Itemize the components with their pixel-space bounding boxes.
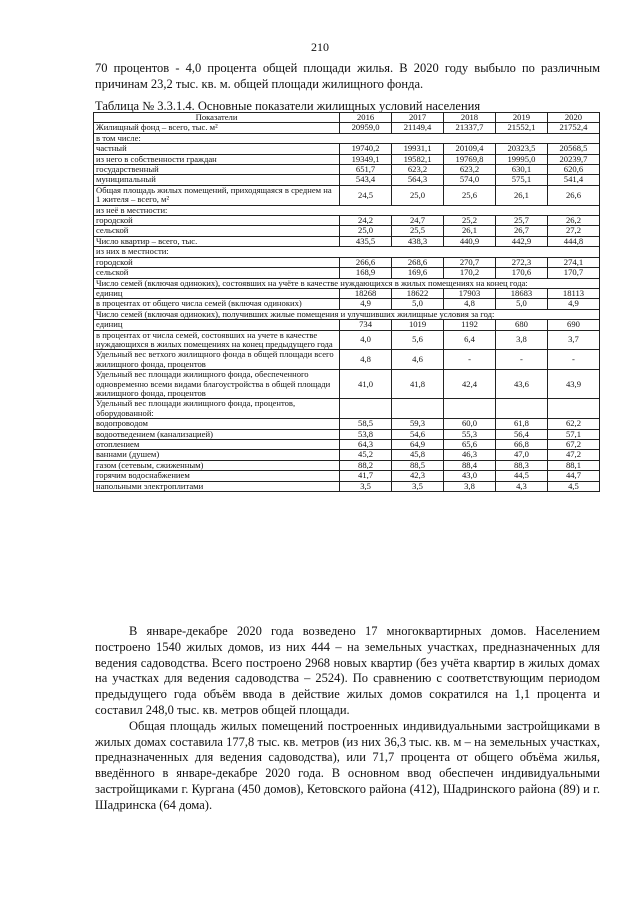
header-year-cell: 2020 bbox=[547, 113, 599, 123]
value-cell: - bbox=[444, 350, 496, 370]
value-cell: 4,9 bbox=[547, 299, 599, 309]
value-cell: 88,5 bbox=[392, 460, 444, 470]
value-cell: 270,7 bbox=[444, 257, 496, 267]
row-label-cell: частный bbox=[94, 144, 340, 154]
row-label-cell: сельской bbox=[94, 226, 340, 236]
table-row bbox=[94, 154, 600, 164]
value-cell: 41,8 bbox=[392, 370, 444, 399]
row-label-cell: государственный bbox=[94, 165, 340, 175]
value-cell: 47,2 bbox=[547, 450, 599, 460]
value-cell: 4,0 bbox=[340, 330, 392, 350]
table-row bbox=[94, 429, 600, 439]
table-row bbox=[94, 370, 600, 399]
value-cell: 20959,0 bbox=[340, 123, 392, 133]
value-cell: 1192 bbox=[444, 320, 496, 330]
value-cell: - bbox=[547, 350, 599, 370]
value-cell: 543,4 bbox=[340, 175, 392, 185]
row-label-cell: городской bbox=[94, 257, 340, 267]
page-number: 210 bbox=[311, 40, 329, 54]
value-cell bbox=[392, 399, 444, 419]
value-cell: 62,2 bbox=[547, 419, 599, 429]
value-cell: 3,5 bbox=[340, 481, 392, 491]
value-cell: 5,0 bbox=[495, 299, 547, 309]
table-row bbox=[94, 288, 600, 298]
header-year-cell: 2018 bbox=[444, 113, 496, 123]
body-text bbox=[95, 624, 600, 814]
table-row bbox=[94, 440, 600, 450]
value-cell: 6,4 bbox=[444, 330, 496, 350]
value-cell: 41,0 bbox=[340, 370, 392, 399]
value-cell: 42,3 bbox=[392, 471, 444, 481]
value-cell: 1019 bbox=[392, 320, 444, 330]
value-cell: 541,4 bbox=[547, 175, 599, 185]
value-cell: 19349,1 bbox=[340, 154, 392, 164]
value-cell: 55,3 bbox=[444, 429, 496, 439]
table-row bbox=[94, 144, 600, 154]
section-label-cell: из них в местности: bbox=[94, 247, 600, 257]
table-section-row bbox=[94, 309, 600, 319]
value-cell: 574,0 bbox=[444, 175, 496, 185]
value-cell: 88,1 bbox=[547, 460, 599, 470]
row-label-cell: газом (сетевым, сжиженным) bbox=[94, 460, 340, 470]
value-cell: 4,8 bbox=[340, 350, 392, 370]
header-label-cell: Показатели bbox=[94, 113, 340, 123]
section-label-cell: в том числе: bbox=[94, 133, 600, 143]
row-label-cell: муниципальный bbox=[94, 175, 340, 185]
table-row bbox=[94, 268, 600, 278]
row-label-cell: Удельный вес площади жилищного фонда, обеспеченного одновременно всеми видами благоустройства в общей площади жилищного фонда, процентов bbox=[94, 370, 340, 399]
value-cell: 3,5 bbox=[392, 481, 444, 491]
header-year-cell: 2017 bbox=[392, 113, 444, 123]
value-cell: 18113 bbox=[547, 288, 599, 298]
value-cell: 25,6 bbox=[444, 185, 496, 205]
value-cell: 690 bbox=[547, 320, 599, 330]
value-cell: - bbox=[495, 350, 547, 370]
value-cell: 25,0 bbox=[340, 226, 392, 236]
value-cell: 24,7 bbox=[392, 216, 444, 226]
value-cell: 19931,1 bbox=[392, 144, 444, 154]
row-label-cell: сельской bbox=[94, 268, 340, 278]
value-cell: 20323,5 bbox=[495, 144, 547, 154]
value-cell: 26,6 bbox=[547, 185, 599, 205]
value-cell: 170,6 bbox=[495, 268, 547, 278]
header-year-cell: 2016 bbox=[340, 113, 392, 123]
table-row bbox=[94, 471, 600, 481]
table-header-row bbox=[94, 113, 600, 123]
row-label-cell: Удельный вес площади жилищного фонда, процентов, оборудованной: bbox=[94, 399, 340, 419]
value-cell: 45,8 bbox=[392, 450, 444, 460]
value-cell: 3,8 bbox=[444, 481, 496, 491]
value-cell: 88,4 bbox=[444, 460, 496, 470]
row-label-cell: в процентах от общего числа семей (включая одиноких) bbox=[94, 299, 340, 309]
value-cell: 272,3 bbox=[495, 257, 547, 267]
row-label-cell: ваннами (душем) bbox=[94, 450, 340, 460]
row-label-cell: водопроводом bbox=[94, 419, 340, 429]
value-cell: 44,7 bbox=[547, 471, 599, 481]
value-cell: 43,6 bbox=[495, 370, 547, 399]
table-row bbox=[94, 123, 600, 133]
value-cell bbox=[495, 399, 547, 419]
value-cell: 26,7 bbox=[495, 226, 547, 236]
table-row bbox=[94, 460, 600, 470]
value-cell: 442,9 bbox=[495, 236, 547, 246]
value-cell: 18683 bbox=[495, 288, 547, 298]
value-cell: 21552,1 bbox=[495, 123, 547, 133]
value-cell: 43,0 bbox=[444, 471, 496, 481]
value-cell: 20109,4 bbox=[444, 144, 496, 154]
section-label-cell: Число семей (включая одиноких), получивших жилые помещения и улучшивших жилищные условия за год: bbox=[94, 309, 600, 319]
value-cell: 19582,1 bbox=[392, 154, 444, 164]
row-label-cell: Общая площадь жилых помещений, приходящаяся в среднем на 1 жителя – всего, м² bbox=[94, 185, 340, 205]
value-cell: 88,3 bbox=[495, 460, 547, 470]
value-cell: 60,0 bbox=[444, 419, 496, 429]
housing-indicators-table bbox=[93, 112, 600, 492]
value-cell: 24,5 bbox=[340, 185, 392, 205]
value-cell: 268,6 bbox=[392, 257, 444, 267]
table-row bbox=[94, 257, 600, 267]
table-row bbox=[94, 450, 600, 460]
table-row bbox=[94, 330, 600, 350]
value-cell bbox=[340, 399, 392, 419]
value-cell: 680 bbox=[495, 320, 547, 330]
value-cell: 4,9 bbox=[340, 299, 392, 309]
value-cell: 734 bbox=[340, 320, 392, 330]
table-row bbox=[94, 299, 600, 309]
table-section-row bbox=[94, 278, 600, 288]
table-row bbox=[94, 216, 600, 226]
value-cell: 26,1 bbox=[444, 226, 496, 236]
body-paragraph: В январе-декабре 2020 года возведено 17 многоквартирных домов. Населением построено 1540 жилых домов, из них 444 – на земельных участках, предназначенных для ведения садоводства. Всего построено 2968 новых квартир (без учёта квартир в жилых домах на участках для ведения садоводства – 2524). По сравнению с соответствующим периодом предыдущего года объём ввода в действие жилых домов сократился на 1,1 процента и составил 248,0 тыс. кв. метров общей площади. bbox=[95, 624, 600, 717]
value-cell: 88,2 bbox=[340, 460, 392, 470]
row-label-cell: напольными электроплитами bbox=[94, 481, 340, 491]
value-cell: 26,1 bbox=[495, 185, 547, 205]
value-cell: 58,5 bbox=[340, 419, 392, 429]
value-cell: 623,2 bbox=[392, 165, 444, 175]
value-cell: 57,1 bbox=[547, 429, 599, 439]
value-cell: 18622 bbox=[392, 288, 444, 298]
value-cell: 41,7 bbox=[340, 471, 392, 481]
value-cell: 21337,7 bbox=[444, 123, 496, 133]
row-label-cell: Удельный вес ветхого жилищного фонда в общей площади всего жилищного фонда, процентов bbox=[94, 350, 340, 370]
value-cell: 4,8 bbox=[444, 299, 496, 309]
value-cell: 56,4 bbox=[495, 429, 547, 439]
value-cell: 630,1 bbox=[495, 165, 547, 175]
value-cell: 266,6 bbox=[340, 257, 392, 267]
value-cell: 19769,8 bbox=[444, 154, 496, 164]
value-cell: 43,9 bbox=[547, 370, 599, 399]
value-cell: 66,8 bbox=[495, 440, 547, 450]
value-cell: 27,2 bbox=[547, 226, 599, 236]
value-cell: 64,3 bbox=[340, 440, 392, 450]
row-label-cell: единиц bbox=[94, 320, 340, 330]
value-cell: 65,6 bbox=[444, 440, 496, 450]
value-cell bbox=[547, 399, 599, 419]
table-row bbox=[94, 185, 600, 205]
value-cell: 46,3 bbox=[444, 450, 496, 460]
value-cell: 4,6 bbox=[392, 350, 444, 370]
table-title: Таблица № 3.3.1.4. Основные показатели жилищных условий населения bbox=[95, 99, 481, 113]
value-cell: 18268 bbox=[340, 288, 392, 298]
table-row bbox=[94, 399, 600, 419]
value-cell: 61,8 bbox=[495, 419, 547, 429]
section-label-cell: из неё в местности: bbox=[94, 205, 600, 215]
value-cell: 25,2 bbox=[444, 216, 496, 226]
value-cell: 26,2 bbox=[547, 216, 599, 226]
value-cell: 47,0 bbox=[495, 450, 547, 460]
value-cell: 45,2 bbox=[340, 450, 392, 460]
table-row bbox=[94, 165, 600, 175]
value-cell: 19995,0 bbox=[495, 154, 547, 164]
value-cell: 4,3 bbox=[495, 481, 547, 491]
value-cell: 170,7 bbox=[547, 268, 599, 278]
row-label-cell: из него в собственности граждан bbox=[94, 154, 340, 164]
row-label-cell: горячим водоснабжением bbox=[94, 471, 340, 481]
value-cell: 25,5 bbox=[392, 226, 444, 236]
value-cell: 21149,4 bbox=[392, 123, 444, 133]
table-row bbox=[94, 320, 600, 330]
value-cell: 438,3 bbox=[392, 236, 444, 246]
value-cell: 3,8 bbox=[495, 330, 547, 350]
row-label-cell: единиц bbox=[94, 288, 340, 298]
value-cell: 24,2 bbox=[340, 216, 392, 226]
value-cell: 59,3 bbox=[392, 419, 444, 429]
intro-paragraph: 70 процентов - 4,0 процента общей площади жилья. В 2020 году выбыло по различным причинам 23,2 тыс. кв. м. общей площади жилищного фонда. bbox=[95, 61, 600, 91]
value-cell: 435,5 bbox=[340, 236, 392, 246]
value-cell: 67,2 bbox=[547, 440, 599, 450]
header-year-cell: 2019 bbox=[495, 113, 547, 123]
value-cell: 64,9 bbox=[392, 440, 444, 450]
value-cell: 25,0 bbox=[392, 185, 444, 205]
row-label-cell: городской bbox=[94, 216, 340, 226]
table-row bbox=[94, 419, 600, 429]
row-label-cell: отоплением bbox=[94, 440, 340, 450]
table-row bbox=[94, 481, 600, 491]
table-row bbox=[94, 236, 600, 246]
row-label-cell: Жилищный фонд – всего, тыс. м² bbox=[94, 123, 340, 133]
value-cell: 620,6 bbox=[547, 165, 599, 175]
row-label-cell: водоотведением (канализацией) bbox=[94, 429, 340, 439]
table-section-row bbox=[94, 133, 600, 143]
value-cell: 168,9 bbox=[340, 268, 392, 278]
table-row bbox=[94, 350, 600, 370]
value-cell: 274,1 bbox=[547, 257, 599, 267]
table-row bbox=[94, 226, 600, 236]
table-section-row bbox=[94, 205, 600, 215]
value-cell: 564,3 bbox=[392, 175, 444, 185]
value-cell: 17903 bbox=[444, 288, 496, 298]
value-cell: 3,7 bbox=[547, 330, 599, 350]
value-cell: 25,7 bbox=[495, 216, 547, 226]
value-cell: 444,8 bbox=[547, 236, 599, 246]
table-row bbox=[94, 175, 600, 185]
section-label-cell: Число семей (включая одиноких), состоявших на учёте в качестве нуждающихся в жилых помещениях на конец года: bbox=[94, 278, 600, 288]
row-label-cell: Число квартир – всего, тыс. bbox=[94, 236, 340, 246]
value-cell: 20568,5 bbox=[547, 144, 599, 154]
value-cell: 440,9 bbox=[444, 236, 496, 246]
value-cell: 169,6 bbox=[392, 268, 444, 278]
value-cell: 42,4 bbox=[444, 370, 496, 399]
value-cell: 19740,2 bbox=[340, 144, 392, 154]
body-paragraph: Общая площадь жилых помещений построенных индивидуальными застройщиками в жилых домах составила 177,8 тыс. кв. метров (из них 36,3 тыс. кв. м – на земельных участках, предназначенных для ведения садоводства), или 71,7 процента от общего объёма жилья, введённого в январе-декабре 2020 года. В основном ввод обеспечен индивидуальными застройщиками г. Кургана (450 домов), Кетовского района (412), Шадринского района (89) и г. Шадринска (64 дома). bbox=[95, 718, 600, 812]
value-cell: 21752,4 bbox=[547, 123, 599, 133]
row-label-cell: в процентах от числа семей, состоявших на учете в качестве нуждающихся в жилых помещениях на конец предыдущего года bbox=[94, 330, 340, 350]
table-section-row bbox=[94, 247, 600, 257]
value-cell: 54,6 bbox=[392, 429, 444, 439]
value-cell: 575,1 bbox=[495, 175, 547, 185]
value-cell bbox=[444, 399, 496, 419]
value-cell: 5,6 bbox=[392, 330, 444, 350]
table-body bbox=[94, 123, 600, 492]
value-cell: 20239,7 bbox=[547, 154, 599, 164]
value-cell: 53,8 bbox=[340, 429, 392, 439]
value-cell: 170,2 bbox=[444, 268, 496, 278]
value-cell: 4,5 bbox=[547, 481, 599, 491]
value-cell: 5,0 bbox=[392, 299, 444, 309]
value-cell: 44,5 bbox=[495, 471, 547, 481]
value-cell: 651,7 bbox=[340, 165, 392, 175]
value-cell: 623,2 bbox=[444, 165, 496, 175]
